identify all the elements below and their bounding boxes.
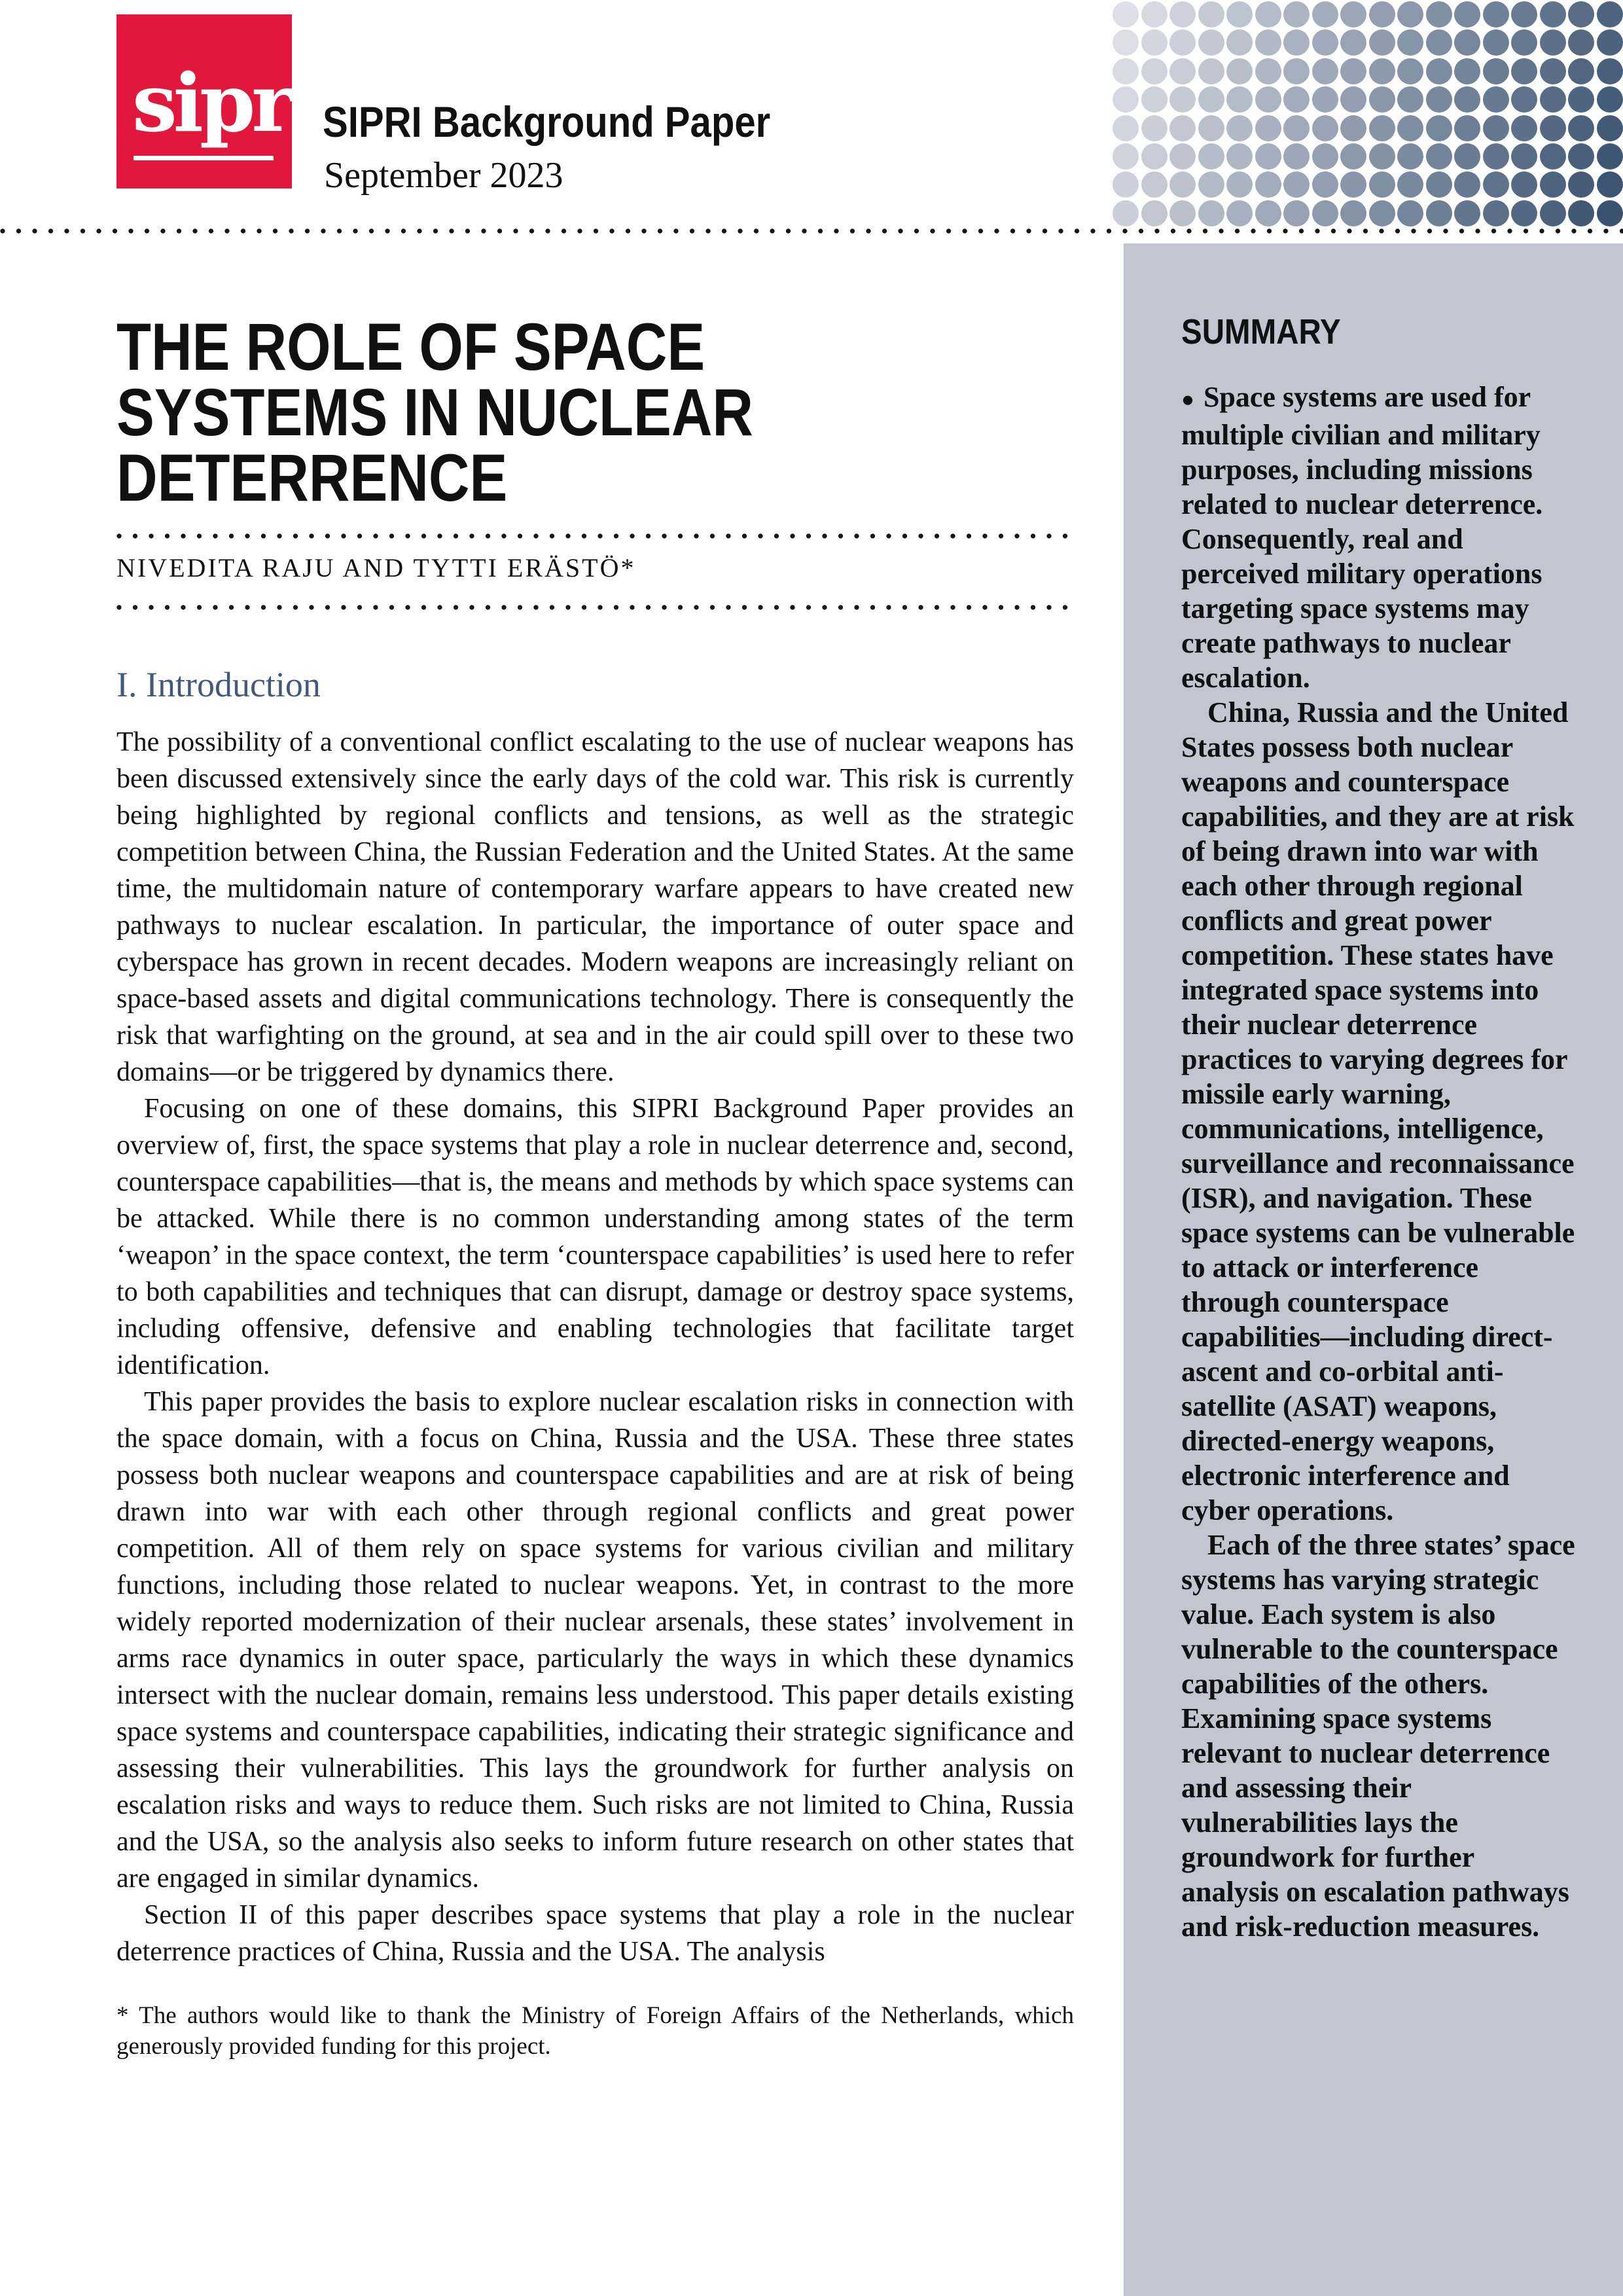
- decorative-dot: [1113, 115, 1139, 141]
- decorative-dot: [1540, 58, 1566, 84]
- header-dotted-rule: [0, 228, 1623, 234]
- decorative-dot: [1540, 115, 1566, 141]
- decorative-dot: [1597, 200, 1623, 226]
- decorative-dot: [1568, 171, 1594, 198]
- decorative-dot: [1141, 1, 1168, 27]
- decorative-dot: [1198, 1, 1224, 27]
- decorative-dot: [1340, 115, 1366, 141]
- decorative-dot: [1169, 86, 1196, 113]
- decorative-dot: [1226, 200, 1253, 226]
- decorative-dot: [1198, 200, 1224, 226]
- decorative-dot: [1369, 200, 1395, 226]
- decorative-dot: [1568, 58, 1594, 84]
- decorative-dot: [1283, 115, 1310, 141]
- decorative-dot: [1312, 58, 1338, 84]
- decorative-dot: [1597, 143, 1623, 170]
- decorative-dot: [1540, 143, 1566, 170]
- summary-paragraph: Each of the three states’ space systems has varying strategic value. Each system is also vulnerable to the counterspace capabilities of the others. Examining space systems relevant to nuclear deterrence and assessing their vulnerabilities lays the groundwork for further analysis on escalation pathways and risk-reduction measures.: [1181, 1529, 1575, 1943]
- decorative-dot: [1568, 1, 1594, 27]
- decorative-dot: [1141, 29, 1168, 56]
- decorative-dot: [1483, 171, 1509, 198]
- decorative-dot: [1198, 58, 1224, 84]
- decorative-dot: [1426, 58, 1452, 84]
- decorative-dot: [1255, 1, 1281, 27]
- decorative-dot: [1426, 200, 1452, 226]
- sipri-logo: [116, 14, 316, 188]
- authors-dotted-rule: [116, 605, 1074, 610]
- decorative-dot: [1113, 171, 1139, 198]
- decorative-dot: [1226, 86, 1253, 113]
- decorative-dot: [1483, 29, 1509, 56]
- summary-paragraph: [1181, 380, 1576, 695]
- decorative-dot: [1113, 200, 1139, 226]
- decorative-dot: [1568, 29, 1594, 56]
- decorative-dot: [1369, 86, 1395, 113]
- decorative-dot: [1226, 143, 1253, 170]
- decorative-dot: [1340, 200, 1366, 226]
- decorative-dot: [1312, 171, 1338, 198]
- body-paragraph: Section II of this paper describes space systems that play a role in the nuclear deterrence practices of China, Russia and the USA. The analysis: [116, 1900, 1074, 1967]
- decorative-dot: [1568, 143, 1594, 170]
- summary-text: [1181, 380, 1576, 1944]
- decorative-dot: [1454, 171, 1480, 198]
- decorative-dot: [1283, 171, 1310, 198]
- footnote: [116, 2000, 1074, 2062]
- publication-date: September 2023: [324, 155, 563, 196]
- publication-title: SIPRI Background Paper: [323, 98, 771, 146]
- decorative-dot: [1369, 171, 1395, 198]
- decorative-dot: [1312, 200, 1338, 226]
- decorative-dot: [1169, 171, 1196, 198]
- decorative-dot: [1454, 29, 1480, 56]
- decorative-dot: [1568, 86, 1594, 113]
- decorative-dot: [1426, 115, 1452, 141]
- decorative-dot: [1198, 115, 1224, 141]
- decorative-dot: [1226, 29, 1253, 56]
- decorative-dot: [1113, 29, 1139, 56]
- decorative-dot: [1312, 86, 1338, 113]
- decorative-dot: [1540, 86, 1566, 113]
- decorative-dot: [1483, 200, 1509, 226]
- decorative-dot: [1169, 200, 1196, 226]
- decorative-dot: [1397, 200, 1423, 226]
- decorative-dot: [1369, 58, 1395, 84]
- decorative-dot: [1511, 86, 1537, 113]
- decorative-dot: [1597, 86, 1623, 113]
- decorative-dot: [1511, 58, 1537, 84]
- decorative-dot: [1454, 58, 1480, 84]
- decorative-dot: [1255, 171, 1281, 198]
- decorative-dot: [1312, 29, 1338, 56]
- decorative-dot: [1226, 115, 1253, 141]
- decorative-dot: [1255, 200, 1281, 226]
- decorative-dot: [1283, 58, 1310, 84]
- decorative-dot: [1540, 171, 1566, 198]
- decorative-dot: [1369, 115, 1395, 141]
- decorative-dot: [1226, 1, 1253, 27]
- section-heading: I. Introduction: [116, 665, 321, 704]
- decorative-dot: [1397, 1, 1423, 27]
- decorative-dot: [1454, 1, 1480, 27]
- decorative-dot: [1597, 171, 1623, 198]
- summary-paragraph-text: Space systems are used for multiple civilian and military purposes, including missions related to nuclear deterrence. Consequently, real and perceived military operations targeting space systems may create pathways to nuclear escalation.: [1181, 381, 1543, 694]
- decorative-dot: [1426, 86, 1452, 113]
- decorative-dot: [1255, 29, 1281, 56]
- decorative-dot: [1169, 115, 1196, 141]
- decorative-dot: [1511, 1, 1537, 27]
- decorative-dot-grid: [1113, 1, 1623, 228]
- decorative-dot: [1483, 143, 1509, 170]
- decorative-dot: [1340, 86, 1366, 113]
- decorative-dot: [1169, 1, 1196, 27]
- summary-sidebar: [1124, 243, 1623, 2296]
- footnote-text: * The authors would like to thank the Ministry of Foreign Affairs of the Netherlands, which generously provided funding for this project.: [116, 2002, 1074, 2060]
- decorative-dot: [1426, 1, 1452, 27]
- decorative-dot: [1397, 171, 1423, 198]
- decorative-dot: [1483, 1, 1509, 27]
- body-text: [116, 724, 1074, 1970]
- decorative-dot: [1113, 1, 1139, 27]
- decorative-dot: [1397, 29, 1423, 56]
- decorative-dot: [1141, 171, 1168, 198]
- decorative-dot: [1283, 1, 1310, 27]
- decorative-dot: [1397, 58, 1423, 84]
- body-paragraph: Focusing on one of these domains, this SIPRI Background Paper provides an overview of, first, the space systems that play a role in nuclear deterrence and, second, counterspace capabilities—that is, the means and methods by which space systems can be attacked. While there is no common understanding among states of the term ‘weapon’ in the space context, the term ‘counterspace capabilities’ is used here to refer to both capabilities and techniques that can disrupt, damage or destroy space systems, including offensive, defensive and enabling technologies that facilitate target identification.: [116, 1094, 1074, 1380]
- decorative-dot: [1483, 86, 1509, 113]
- bullet-icon: ●: [1181, 388, 1194, 412]
- decorative-dot: [1397, 115, 1423, 141]
- decorative-dot: [1369, 143, 1395, 170]
- decorative-dot: [1113, 58, 1139, 84]
- sipri-logo-underline: [134, 156, 274, 160]
- authors-line: NIVEDITA RAJU AND TYTTI ERÄSTÖ*: [116, 553, 636, 583]
- decorative-dot: [1568, 115, 1594, 141]
- decorative-dot: [1397, 143, 1423, 170]
- decorative-dot: [1113, 143, 1139, 170]
- decorative-dot: [1483, 58, 1509, 84]
- decorative-dot: [1113, 86, 1139, 113]
- decorative-dot: [1340, 143, 1366, 170]
- decorative-dot: [1454, 86, 1480, 113]
- decorative-dot: [1312, 1, 1338, 27]
- decorative-dot: [1198, 171, 1224, 198]
- decorative-dot: [1255, 143, 1281, 170]
- decorative-dot: [1540, 29, 1566, 56]
- decorative-dot: [1454, 115, 1480, 141]
- decorative-dot: [1369, 1, 1395, 27]
- decorative-dot: [1369, 29, 1395, 56]
- decorative-dot: [1511, 200, 1537, 226]
- decorative-dot: [1255, 86, 1281, 113]
- decorative-dot: [1568, 200, 1594, 226]
- decorative-dot: [1141, 58, 1168, 84]
- body-paragraph: This paper provides the basis to explore nuclear escalation risks in connection with the space domain, with a focus on China, Russia and the USA. These three states possess both nuclear weapons and counterspace capabilities and are at risk of being drawn into war with each other through regional conflicts and great power competition. All of them rely on space systems for various civilian and military functions, including those related to nuclear weapons. Yet, in contrast to the more widely reported modernization of their nuclear arsenals, these states’ involvement in arms race dynamics in outer space, particularly the ways in which these dynamics intersect with the nuclear domain, remains less understood. This paper details existing space systems and counterspace capabilities, indicating their strategic significance and assessing their vulnerabilities. This lays the groundwork for further analysis on escalation risks and ways to reduce them. Such risks are not limited to China, Russia and the USA, so the analysis also seeks to inform future research on other states that are engaged in similar dynamics.: [116, 1387, 1074, 1893]
- decorative-dot: [1226, 58, 1253, 84]
- decorative-dot: [1340, 58, 1366, 84]
- decorative-dot: [1597, 115, 1623, 141]
- body-paragraph: The possibility of a conventional conflict escalating to the use of nuclear weapons has been discussed extensively since the early days of the cold war. This risk is currently being highlighted by regional conflicts and tensions, as well as the strategic competition between China, the Russian Federation and the United States. At the same time, the multidomain nature of contemporary warfare appears to have created new pathways to nuclear escalation. In particular, the importance of outer space and cyberspace has grown in recent decades. Modern weapons are increasingly reliant on space-based assets and digital communications technology. There is consequently the risk that warfighting on the ground, at sea and in the air could spill over to these two domains—or be triggered by dynamics there.: [116, 727, 1074, 1087]
- decorative-dot: [1141, 86, 1168, 113]
- decorative-dot: [1511, 171, 1537, 198]
- decorative-dot: [1169, 143, 1196, 170]
- decorative-dot: [1540, 1, 1566, 27]
- decorative-dot: [1283, 200, 1310, 226]
- decorative-dot: [1454, 143, 1480, 170]
- main-column: [116, 310, 1074, 2062]
- decorative-dot: [1397, 86, 1423, 113]
- decorative-dot: [1198, 29, 1224, 56]
- decorative-dot: [1198, 86, 1224, 113]
- decorative-dot: [1340, 171, 1366, 198]
- decorative-dot: [1597, 58, 1623, 84]
- decorative-dot: [1483, 115, 1509, 141]
- decorative-dot: [1597, 1, 1623, 27]
- decorative-dot: [1169, 58, 1196, 84]
- decorative-dot: [1426, 143, 1452, 170]
- decorative-dot: [1597, 29, 1623, 56]
- decorative-dot: [1511, 143, 1537, 170]
- decorative-dot: [1283, 29, 1310, 56]
- article-title-line: SYSTEMS IN NUCLEAR: [116, 375, 754, 450]
- decorative-dot: [1540, 200, 1566, 226]
- decorative-dot: [1511, 115, 1537, 141]
- decorative-dot: [1312, 115, 1338, 141]
- decorative-dot: [1141, 115, 1168, 141]
- decorative-dot: [1426, 171, 1452, 198]
- decorative-dot: [1340, 1, 1366, 27]
- decorative-dot: [1169, 29, 1196, 56]
- article-title-line: DETERRENCE: [116, 440, 508, 515]
- decorative-dot: [1141, 143, 1168, 170]
- decorative-dot: [1255, 58, 1281, 84]
- decorative-dot: [1454, 200, 1480, 226]
- decorative-dot: [1198, 143, 1224, 170]
- decorative-dot: [1426, 29, 1452, 56]
- sipri-logo-text: sipri: [132, 56, 316, 150]
- title-dotted-rule: [116, 533, 1074, 539]
- summary-paragraph: China, Russia and the United States possess both nuclear weapons and counterspace capabilities, and they are at risk of being drawn into war with each other through regional conflicts and great power competition. These states have integrated space systems into their nuclear deterrence practices to varying degrees for missile early warning, communications, intelligence, surveillance and reconnaissance (ISR), and navigation. These space systems can be vulnerable to attack or interference through counterspace capabilities—including direct-ascent and co-orbital anti-satellite (ASAT) weapons, directed-energy weapons, electronic interference and cyber operations.: [1181, 696, 1575, 1526]
- summary-heading: SUMMARY: [1181, 312, 1341, 351]
- decorative-dot: [1340, 29, 1366, 56]
- decorative-dot: [1283, 143, 1310, 170]
- decorative-dot: [1511, 29, 1537, 56]
- decorative-dot: [1283, 86, 1310, 113]
- decorative-dot: [1312, 143, 1338, 170]
- decorative-dot: [1255, 115, 1281, 141]
- decorative-dot: [1226, 171, 1253, 198]
- article-title-line: THE ROLE OF SPACE: [116, 310, 705, 384]
- decorative-dot: [1141, 200, 1168, 226]
- article-title: [116, 310, 931, 515]
